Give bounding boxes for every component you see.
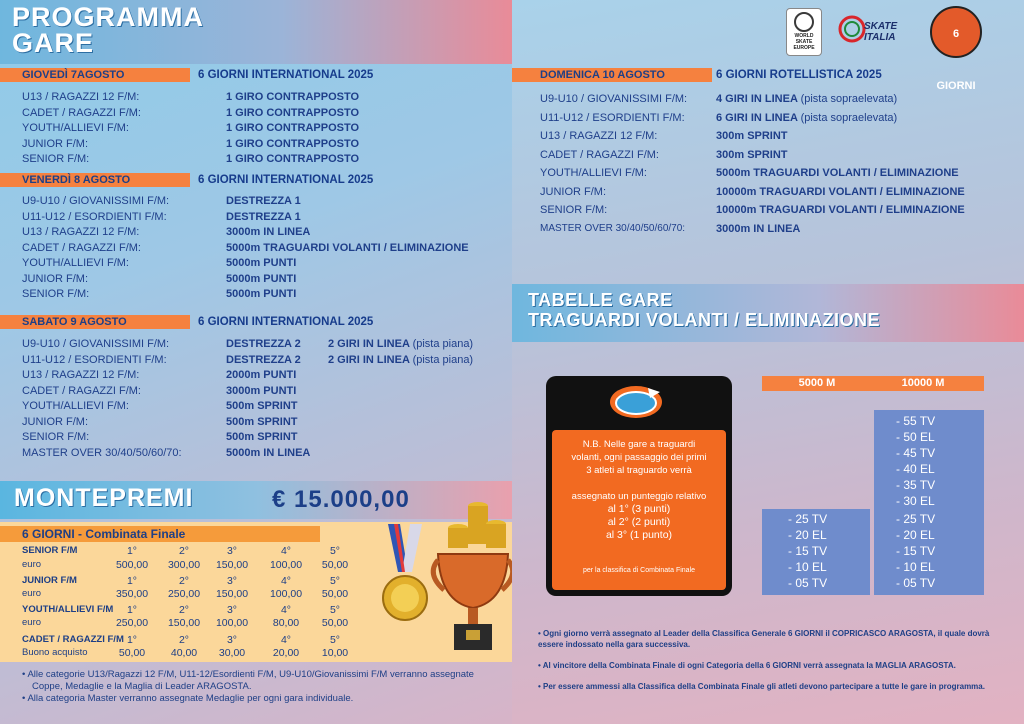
schedule-row: U13 / RAGAZZI 12 F/M: 3000m IN LINEA: [22, 226, 311, 238]
prize-amount: 50,00: [321, 559, 349, 571]
montepremi-notes: • Alle categorie U13/Ragazzi 12 F/M, U11-12/Esordienti F/M, U9-U10/Giovanissimi F/M verranno assegnate Coppe, Medaglie e la Maglia di Leader ARAGOSTA. • Alla categoria Master verranno assegnate Medaglie per ogni gara individuale.: [22, 669, 474, 704]
schedule-row: U9-U10 / GIOVANISSIMI F/M: DESTREZZA 1: [22, 195, 301, 207]
schedule-row: U11-U12 / ESORDIENTI F/M: 6 GIRI IN LINEA (pista sopraelevata): [540, 111, 898, 124]
prize-amount: 80,00: [272, 617, 300, 629]
prize-amount: 250,00: [167, 588, 201, 600]
schedule-row: MASTER OVER 30/40/50/60/70: 5000m IN LINEA: [22, 446, 311, 459]
col-10000-item: - 05 TV: [896, 576, 936, 590]
prize-place: 5°: [329, 545, 341, 557]
world-skate-europe-logo: WORLD SKATE EUROPE: [786, 8, 822, 56]
schedule-row: YOUTH/ALLIEVI F/M: 500m SPRINT: [22, 400, 298, 412]
schedule-row: CADET / RAGAZZI F/M: 3000m PUNTI: [22, 384, 297, 397]
schedule-row: YOUTH/ALLIEVI F/M: 1 GIRO CONTRAPPOSTO: [22, 122, 360, 134]
schedule-row: U9-U10 / GIOVANISSIMI F/M: 4 GIRI IN LINEA (pista sopraelevata): [540, 93, 898, 105]
prize-amount: 40,00: [170, 647, 198, 659]
tabelle-title: TABELLE GARE TRAGUARDI VOLANTI / ELIMINAZIONE: [528, 290, 880, 330]
prize-amount: 100,00: [215, 617, 249, 629]
prize-amount: 250,00: [115, 617, 149, 629]
prize-category: JUNIOR F/M: [22, 575, 77, 586]
globe-icon: [794, 12, 814, 32]
rules-notes: • Ogni giorno verrà assegnato al Leader della Classifica Generale 6 GIORNI il COPRICASCO ARAGOSTA, il quale dovrà essere indossato nella gara successiva. • Al vincitore della Combinata Finale di ogni Categoria della 6 GIORNI verrà assegnata la MAGLIA ARAGOSTA. • Per essere ammessi alla Classifica della Combinata Finale gli atleti devono partecipare a tutte le gare in programma.: [538, 629, 990, 691]
prize-place: 2°: [178, 575, 190, 587]
montepremi-amount: € 15.000,00: [272, 486, 410, 513]
prize-place: 4°: [280, 604, 292, 616]
prize-place: 2°: [178, 604, 190, 616]
schedule-row: SENIOR F/M: 5000m PUNTI: [22, 288, 297, 300]
schedule-row: SENIOR F/M: 500m SPRINT: [22, 431, 298, 443]
prize-place: 3°: [226, 575, 238, 587]
prize-amount: 150,00: [215, 588, 249, 600]
schedule-row: JUNIOR F/M: 500m SPRINT: [22, 415, 298, 428]
prize-place: 5°: [329, 575, 341, 587]
prize-amount: 30,00: [218, 647, 246, 659]
col-5000-item: - 05 TV: [788, 576, 828, 590]
prize-place: 4°: [280, 634, 292, 646]
col-5000-item: - 20 EL: [788, 528, 827, 542]
schedule-sunday: [540, 90, 1010, 238]
trophy-icon: [428, 494, 518, 662]
prize-amount: 150,00: [215, 559, 249, 571]
schedule-row: JUNIOR F/M: 1 GIRO CONTRAPPOSTO: [22, 137, 360, 150]
prize-place: 1°: [126, 634, 138, 646]
schedule-row: MASTER OVER 30/40/50/60/70: 3000m IN LINEA: [540, 222, 801, 235]
prize-amount: 100,00: [269, 559, 303, 571]
schedule-row: U11-U12 / ESORDIENTI F/M: DESTREZZA 1: [22, 210, 301, 223]
prize-amount: 50,00: [321, 617, 349, 629]
day-event-saturday: 6 GIORNI INTERNATIONAL 2025: [198, 316, 374, 328]
col-10000-item: - 25 TV: [896, 512, 936, 526]
prize-place: 3°: [226, 545, 238, 557]
schedule-thursday: [22, 90, 502, 168]
prize-category: SENIOR F/M: [22, 545, 78, 556]
schedule-row: U11-U12 / ESORDIENTI F/M: DESTREZZA 2 2 GIRI IN LINEA (pista piana): [22, 353, 474, 366]
prize-place: 1°: [126, 545, 138, 557]
six-giorni-logo: 6 GIORNI: [930, 6, 982, 58]
day-event-thursday: 6 GIORNI INTERNATIONAL 2025: [198, 69, 374, 81]
col-10000-label: 10000 M: [901, 377, 945, 389]
prize-place: 4°: [280, 575, 292, 587]
col-5000-item: - 25 TV: [788, 512, 828, 526]
montepremi-title: MONTEPREMI: [14, 484, 194, 512]
medal-icon: [380, 524, 430, 624]
col-10000-item: - 10 EL: [896, 560, 935, 574]
col-10000-item: - 30 EL: [896, 494, 935, 508]
day-event-friday: 6 GIORNI INTERNATIONAL 2025: [198, 174, 374, 186]
prize-amount: 150,00: [167, 617, 201, 629]
prize-place: 2°: [178, 545, 190, 557]
prize-amount: 10,00: [321, 647, 349, 659]
prize-amount: 300,00: [167, 559, 201, 571]
col-10000-item: - 55 TV: [896, 414, 936, 428]
prize-unit: euro: [22, 588, 42, 599]
col-10000-item: - 50 EL: [896, 430, 935, 444]
prize-place: 3°: [226, 604, 238, 616]
col-10000-item: - 35 TV: [896, 478, 936, 492]
schedule-friday: [22, 194, 502, 303]
prize-category: YOUTH/ALLIEVI F/M: [22, 604, 114, 615]
schedule-row: SENIOR F/M: 1 GIRO CONTRAPPOSTO: [22, 153, 360, 165]
page-title: PROGRAMMA GARE: [12, 2, 204, 58]
prize-unit: euro: [22, 617, 42, 628]
day-header-saturday: SABATO 9 AGOSTO: [0, 315, 190, 329]
prize-amount: 50,00: [321, 588, 349, 600]
prize-place: 3°: [226, 634, 238, 646]
prize-amount: 50,00: [118, 647, 146, 659]
col-5000-item: - 15 TV: [788, 544, 828, 558]
prize-amount: 100,00: [269, 588, 303, 600]
prize-place: 2°: [178, 634, 190, 646]
col-5000-label: 5000 M: [798, 377, 836, 389]
schedule-row: JUNIOR F/M: 10000m TRAGUARDI VOLANTI / ELIMINAZIONE: [540, 185, 965, 198]
col-10000-item: - 45 TV: [896, 446, 936, 460]
schedule-row: SENIOR F/M: 10000m TRAGUARDI VOLANTI / ELIMINAZIONE: [540, 204, 965, 216]
schedule-row: YOUTH/ALLIEVI F/M: 5000m PUNTI: [22, 257, 297, 269]
schedule-row: CADET / RAGAZZI F/M: 5000m TRAGUARDI VOLANTI / ELIMINAZIONE: [22, 241, 469, 254]
col-5000-item: - 10 EL: [788, 560, 827, 574]
col-10000-item: - 15 TV: [896, 544, 936, 558]
prize-place: 1°: [126, 604, 138, 616]
nb-note: N.B. Nelle gare a traguardi volanti, ogni passaggio dei primi 3 atleti al traguardo verrà assegnato un punteggio relativo al 1° (3 punti) al 2° (2 punti) al 3° (1 punto) per la classifica di Combinata Finale: [552, 430, 726, 590]
col-10000-item: - 20 EL: [896, 528, 935, 542]
schedule-row: U13 / RAGAZZI 12 F/M: 1 GIRO CONTRAPPOSTO: [22, 91, 360, 103]
prize-amount: 500,00: [115, 559, 149, 571]
day-header-friday: VENERDÌ 8 AGOSTO: [0, 173, 190, 187]
schedule-row: JUNIOR F/M: 5000m PUNTI: [22, 272, 297, 285]
skate-italia-logo: SKATE ITALIA: [838, 14, 916, 44]
prize-table-title: 6 GIORNI - Combinata Finale: [0, 526, 320, 542]
prize-amount: 20,00: [272, 647, 300, 659]
day-header-thursday: GIOVEDÌ 7AGOSTO: [0, 68, 190, 82]
schedule-row: YOUTH/ALLIEVI F/M: 5000m TRAGUARDI VOLANTI / ELIMINAZIONE: [540, 167, 959, 179]
prize-category: CADET / RAGAZZI F/M: [22, 634, 124, 645]
schedule-saturday: [22, 337, 512, 461]
col-10000-item: - 40 EL: [896, 462, 935, 476]
day-header-sunday: DOMENICA 10 AGOSTO: [512, 68, 712, 82]
schedule-row: CADET / RAGAZZI F/M: 300m SPRINT: [540, 148, 788, 161]
loop-arrow-icon: [606, 382, 666, 422]
schedule-row: U13 / RAGAZZI 12 F/M: 2000m PUNTI: [22, 369, 297, 381]
prize-place: 4°: [280, 545, 292, 557]
schedule-row: U13 / RAGAZZI 12 F/M: 300m SPRINT: [540, 130, 788, 142]
prize-place: 1°: [126, 575, 138, 587]
prize-unit: euro: [22, 559, 42, 570]
prize-unit: Buono acquisto: [22, 647, 88, 658]
prize-place: 5°: [329, 604, 341, 616]
schedule-row: U9-U10 / GIOVANISSIMI F/M: DESTREZZA 2 2 GIRI IN LINEA (pista piana): [22, 338, 474, 350]
prize-place: 5°: [329, 634, 341, 646]
prize-amount: 350,00: [115, 588, 149, 600]
schedule-row: CADET / RAGAZZI F/M: 1 GIRO CONTRAPPOSTO: [22, 106, 360, 119]
day-event-sunday: 6 GIORNI ROTELLISTICA 2025: [716, 69, 882, 81]
